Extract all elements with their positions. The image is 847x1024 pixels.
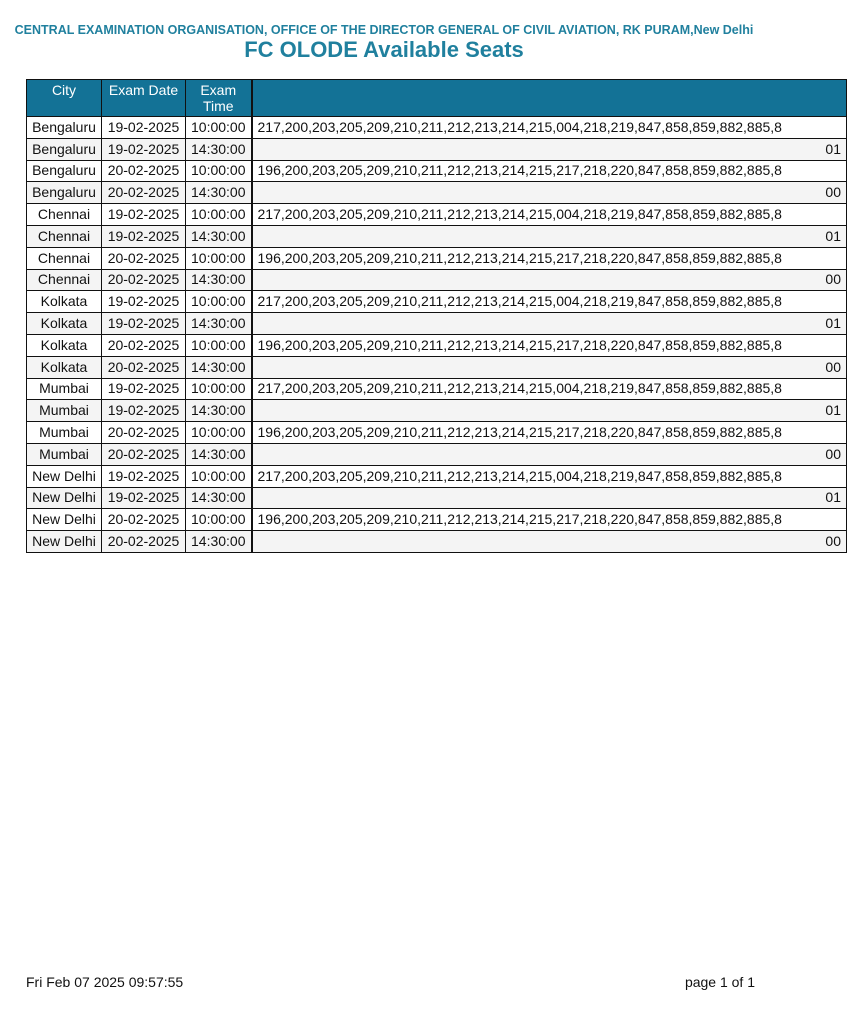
exam-time-cell: 14:30:00 xyxy=(186,182,252,204)
city-cell: Kolkata xyxy=(27,313,102,335)
column-header-city: City xyxy=(27,80,102,117)
exam-time-cell: 10:00:00 xyxy=(186,247,252,269)
table-row xyxy=(27,247,847,269)
table-row xyxy=(27,160,847,182)
city-cell: New Delhi xyxy=(27,531,102,553)
column-header-papers xyxy=(252,80,847,117)
exam-time-cell: 14:30:00 xyxy=(186,487,252,509)
available-papers-cell: 00 xyxy=(252,531,847,553)
exam-time-cell: 14:30:00 xyxy=(186,225,252,247)
exam-date-cell: 20-02-2025 xyxy=(102,356,186,378)
exam-time-cell: 10:00:00 xyxy=(186,204,252,226)
exam-date-cell: 20-02-2025 xyxy=(102,509,186,531)
exam-date-cell: 19-02-2025 xyxy=(102,378,186,400)
exam-date-cell: 20-02-2025 xyxy=(102,247,186,269)
available-papers-cell: 00 xyxy=(252,443,847,465)
page-number: page 1 of 1 xyxy=(684,974,755,990)
available-papers-cell: 196,200,203,205,209,210,211,212,213,214,215,217,218,220,847,858,859,882,885,8 xyxy=(252,509,847,531)
table-row xyxy=(27,138,847,160)
exam-date-cell: 20-02-2025 xyxy=(102,269,186,291)
available-papers-cell: 01 xyxy=(252,138,847,160)
exam-time-cell: 10:00:00 xyxy=(186,117,252,139)
exam-time-cell: 10:00:00 xyxy=(186,465,252,487)
table-row xyxy=(27,465,847,487)
exam-time-cell: 10:00:00 xyxy=(186,160,252,182)
city-cell: New Delhi xyxy=(27,487,102,509)
table-row xyxy=(27,531,847,553)
table-row xyxy=(27,400,847,422)
available-papers-cell: 217,200,203,205,209,210,211,212,213,214,215,004,218,219,847,858,859,882,885,8 xyxy=(252,465,847,487)
city-cell: Bengaluru xyxy=(27,117,102,139)
page-title: FC OLODE Available Seats xyxy=(244,37,524,62)
table-row xyxy=(27,443,847,465)
table-row xyxy=(27,487,847,509)
column-header-exam-time: Exam Time xyxy=(186,80,252,117)
print-timestamp: Fri Feb 07 2025 09:57:55 xyxy=(26,974,184,990)
city-cell: Chennai xyxy=(27,269,102,291)
exam-date-cell: 19-02-2025 xyxy=(102,487,186,509)
exam-time-cell: 10:00:00 xyxy=(186,334,252,356)
exam-date-cell: 19-02-2025 xyxy=(102,291,186,313)
exam-date-cell: 20-02-2025 xyxy=(102,443,186,465)
table-row xyxy=(27,356,847,378)
exam-time-cell: 14:30:00 xyxy=(186,443,252,465)
city-cell: Kolkata xyxy=(27,334,102,356)
seats-table xyxy=(26,79,847,553)
available-papers-cell: 217,200,203,205,209,210,211,212,213,214,215,004,218,219,847,858,859,882,885,8 xyxy=(252,204,847,226)
exam-date-cell: 20-02-2025 xyxy=(102,182,186,204)
exam-time-cell: 10:00:00 xyxy=(186,422,252,444)
city-cell: Chennai xyxy=(27,247,102,269)
exam-date-cell: 20-02-2025 xyxy=(102,334,186,356)
available-papers-cell: 196,200,203,205,209,210,211,212,213,214,215,217,218,220,847,858,859,882,885,8 xyxy=(252,160,847,182)
organisation-header: CENTRAL EXAMINATION ORGANISATION, OFFICE OF THE DIRECTOR GENERAL OF CIVIL AVIATION, RK PURAM,New Delhi xyxy=(14,23,754,37)
exam-date-cell: 19-02-2025 xyxy=(102,400,186,422)
exam-time-cell: 14:30:00 xyxy=(186,531,252,553)
table-row xyxy=(27,269,847,291)
table-row xyxy=(27,291,847,313)
exam-time-cell: 14:30:00 xyxy=(186,138,252,160)
available-papers-cell: 00 xyxy=(252,182,847,204)
exam-time-cell: 10:00:00 xyxy=(186,378,252,400)
exam-date-cell: 19-02-2025 xyxy=(102,225,186,247)
city-cell: Mumbai xyxy=(27,422,102,444)
available-papers-cell: 196,200,203,205,209,210,211,212,213,214,215,217,218,220,847,858,859,882,885,8 xyxy=(252,422,847,444)
available-papers-cell: 217,200,203,205,209,210,211,212,213,214,215,004,218,219,847,858,859,882,885,8 xyxy=(252,378,847,400)
exam-date-cell: 19-02-2025 xyxy=(102,204,186,226)
exam-time-cell: 14:30:00 xyxy=(186,400,252,422)
table-body xyxy=(27,117,847,553)
table-row xyxy=(27,204,847,226)
city-cell: Kolkata xyxy=(27,291,102,313)
city-cell: New Delhi xyxy=(27,509,102,531)
exam-time-cell: 14:30:00 xyxy=(186,269,252,291)
available-papers-cell: 01 xyxy=(252,487,847,509)
exam-time-cell: 14:30:00 xyxy=(186,356,252,378)
city-cell: Mumbai xyxy=(27,443,102,465)
available-papers-cell: 01 xyxy=(252,400,847,422)
table-row xyxy=(27,225,847,247)
exam-date-cell: 20-02-2025 xyxy=(102,422,186,444)
table-row xyxy=(27,313,847,335)
exam-date-cell: 20-02-2025 xyxy=(102,160,186,182)
seats-table-container xyxy=(26,79,841,553)
exam-date-cell: 20-02-2025 xyxy=(102,531,186,553)
available-papers-cell: 217,200,203,205,209,210,211,212,213,214,215,004,218,219,847,858,859,882,885,8 xyxy=(252,117,847,139)
available-papers-cell: 196,200,203,205,209,210,211,212,213,214,215,217,218,220,847,858,859,882,885,8 xyxy=(252,334,847,356)
exam-date-cell: 19-02-2025 xyxy=(102,117,186,139)
city-cell: Bengaluru xyxy=(27,160,102,182)
exam-time-cell: 10:00:00 xyxy=(186,291,252,313)
table-row xyxy=(27,182,847,204)
city-cell: Mumbai xyxy=(27,378,102,400)
exam-time-cell: 14:30:00 xyxy=(186,313,252,335)
table-header-row xyxy=(27,80,847,117)
available-papers-cell: 217,200,203,205,209,210,211,212,213,214,215,004,218,219,847,858,859,882,885,8 xyxy=(252,291,847,313)
table-row xyxy=(27,378,847,400)
city-cell: Chennai xyxy=(27,204,102,226)
city-cell: Chennai xyxy=(27,225,102,247)
table-row xyxy=(27,117,847,139)
exam-date-cell: 19-02-2025 xyxy=(102,465,186,487)
city-cell: Kolkata xyxy=(27,356,102,378)
available-papers-cell: 196,200,203,205,209,210,211,212,213,214,215,217,218,220,847,858,859,882,885,8 xyxy=(252,247,847,269)
city-cell: Bengaluru xyxy=(27,182,102,204)
city-cell: New Delhi xyxy=(27,465,102,487)
table-row xyxy=(27,334,847,356)
exam-date-cell: 19-02-2025 xyxy=(102,313,186,335)
table-row xyxy=(27,509,847,531)
table-row xyxy=(27,422,847,444)
available-papers-cell: 01 xyxy=(252,225,847,247)
available-papers-cell: 01 xyxy=(252,313,847,335)
column-header-exam-date: Exam Date xyxy=(102,80,186,117)
exam-date-cell: 19-02-2025 xyxy=(102,138,186,160)
available-papers-cell: 00 xyxy=(252,356,847,378)
city-cell: Bengaluru xyxy=(27,138,102,160)
exam-time-cell: 10:00:00 xyxy=(186,509,252,531)
available-papers-cell: 00 xyxy=(252,269,847,291)
city-cell: Mumbai xyxy=(27,400,102,422)
